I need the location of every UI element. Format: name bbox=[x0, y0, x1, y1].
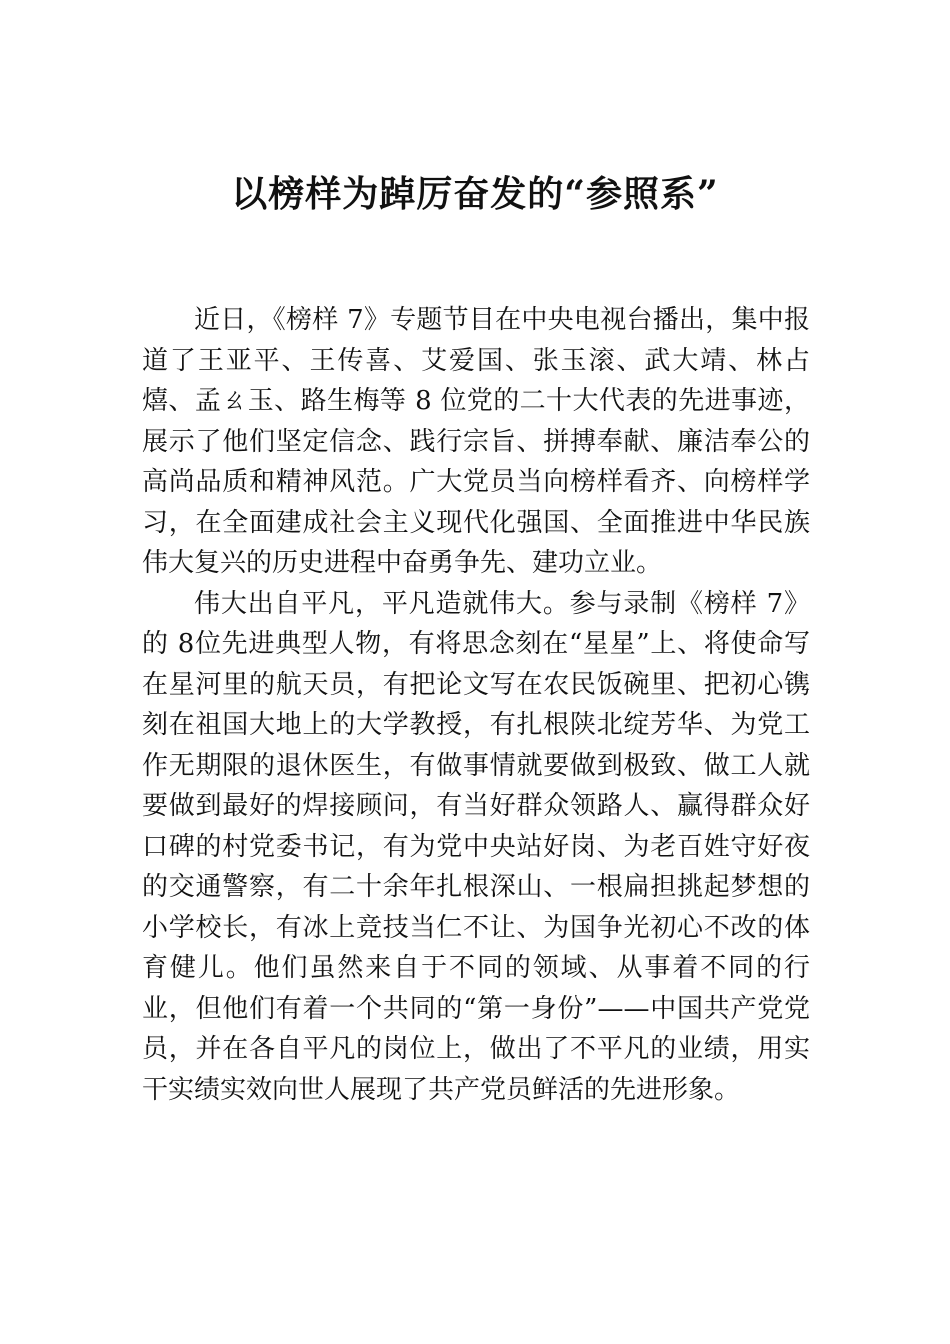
paragraph-2: 伟大出自平凡，平凡造就伟大。参与录制《榜样 7》的 8位先进典型人物，有将思念刻在“星星”上、将使命写在星河里的航天员，有把论文写在农民饭碗里、把初心镌刻在祖国大地上的大学教授，有扎根陕北绽芳华、为党工作无期限的退休医生，有做事情就要做到极致、做工人就要做到最好的焊接顾问，有当好群众领路人、赢得群众好口碑的村党委书记，有为党中央站好岗、为老百姓守好夜的交通警察，有二十余年扎根深山、一根扁担挑起梦想的小学校长，有冰上竞技当仁不让、为国争光初心不改的体育健儿。他们虽然来自于不同的领域、从事着不同的行业，但他们有着一个共同的“第一身份”——中国共产党党员，并在各自平凡的岗位上，做出了不平凡的业绩，用实干实绩实效向世人展现了共产党员鲜活的先进形象。 bbox=[142, 588, 810, 1105]
document-body bbox=[142, 300, 810, 1110]
document-title: 以榜样为踔厉奋发的“参照系” bbox=[231, 173, 719, 215]
paragraph-1: 近日，《榜样 7》专题节目在中央电视台播出，集中报道了王亚平、王传喜、艾爱国、张玉滚、武大靖、林占熺、孟ㄠ玉、路生梅等 8 位党的二十大代表的先进事迹，展示了他们坚定信念、践行宗旨、拼搏奉献、廉洁奉公的高尚品质和精神风范。广大党员当向榜样看齐、向榜样学习，在全面建成社会主义现代化强国、全面推进中华民族伟大复兴的历史进程中奋勇争先、建功立业。 bbox=[142, 305, 810, 578]
